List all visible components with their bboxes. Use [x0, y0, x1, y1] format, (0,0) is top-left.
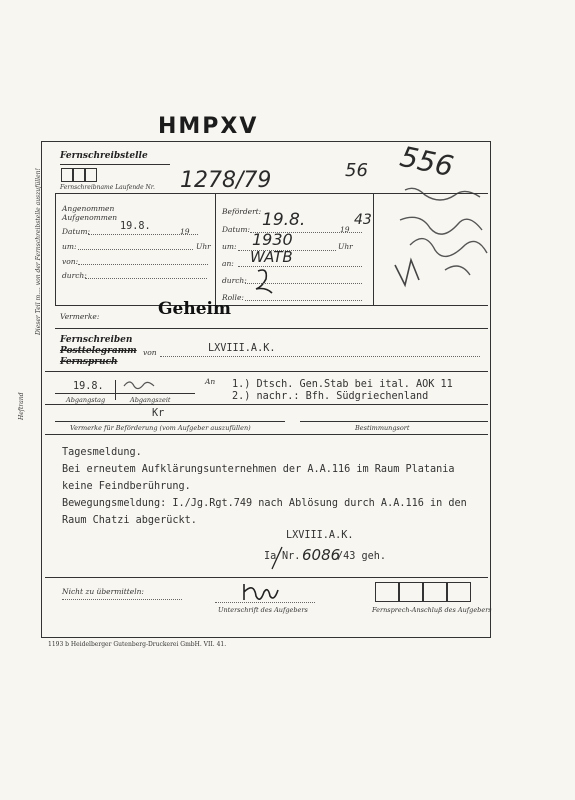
sender-signature: [240, 578, 290, 604]
ref-nr-label: Nr.: [282, 551, 301, 562]
received-label-1: Angenommen: [62, 204, 115, 213]
received-year: 19: [180, 227, 190, 236]
dispatch-remarks-label: Vermerke für Beförderung (vom Aufgeber auszufüllen): [70, 424, 251, 432]
signature-label: Unterschrift des Aufgebers: [218, 606, 308, 614]
remarks-label: Vermerke:: [60, 312, 100, 321]
ref-number: 6086: [302, 546, 341, 564]
side-instruction: Dieser Teil m.... von der Fernschreibstelle auszufüllen!: [35, 168, 42, 335]
received-by-label: durch:: [62, 271, 87, 280]
signature-unit: LXVIII.A.K.: [286, 530, 354, 541]
dispatch-date: 19.8.: [73, 381, 104, 392]
not-transmit-label: Nicht zu übermitteln:: [62, 587, 144, 596]
ref-prefix: Ia: [264, 551, 277, 562]
forwarded-year-prefix: 19: [340, 225, 350, 234]
body-line: Raum Chatzi abgerückt.: [62, 515, 197, 526]
office-label: Fernschreibstelle: [60, 151, 148, 161]
forwarded-date-label: Datum:: [222, 225, 250, 234]
message-type-3: Fernspruch: [60, 357, 118, 367]
printer-imprint: 1193 b Heidelberger Gutenberg-Druckerei GmbH. VII. 41.: [48, 641, 227, 648]
forwarded-by-signature: [250, 265, 280, 297]
destination-label: Bestimmungsort: [355, 424, 410, 432]
forwarded-to-label: an:: [222, 259, 234, 268]
message-type-1: Fernschreiben: [60, 335, 133, 345]
body-line: keine Feindberührung.: [62, 481, 191, 492]
received-label-2: Aufgenommen: [62, 213, 118, 222]
code-label: Fernschreibname Laufende Nr.: [60, 184, 155, 191]
recipient-1: 1.) Dtsch. Gen.Stab bei ital. AOK 11: [232, 379, 453, 390]
forwarded-time: 1930: [252, 230, 293, 249]
kr-marker: Kr: [152, 408, 165, 419]
message-body: [62, 444, 467, 529]
body-line: Bewegungsmeldung: I./Jg.Rgt.749 nach Ablösung durch A.A.116 in den: [62, 498, 467, 509]
forwarded-roll-label: Rolle:: [222, 293, 244, 302]
received-time-label: um:: [62, 242, 77, 251]
from-label: von: [143, 348, 157, 357]
received-time-unit: Uhr: [196, 242, 211, 251]
secret-label: Geheim: [158, 299, 231, 319]
forwarded-label: Befördert:: [222, 207, 262, 216]
phone-label: Fernsprech-Anschluß des Aufgebers: [372, 606, 492, 614]
received-from-label: von:: [62, 257, 79, 266]
forwarded-year: 43: [354, 212, 372, 228]
forwarded-by-label: durch:: [222, 276, 247, 285]
pencil-scribble: 556: [397, 139, 457, 184]
stamp-code: HMPXV: [158, 114, 259, 139]
serial-number: 1278/79: [180, 168, 272, 193]
forwarded-time-unit: Uhr: [338, 242, 353, 251]
received-date-label: Datum:: [62, 227, 90, 236]
received-date: 19.8.: [120, 221, 151, 232]
message-type-2: Posttelegramm: [60, 346, 137, 356]
heftrand-label: Heftrand: [18, 392, 25, 420]
dispatch-date-label: Abgangstag: [66, 396, 106, 404]
forwarded-time-label: um:: [222, 242, 237, 251]
ref-suffix: /43 geh.: [337, 551, 387, 562]
ref-slash: [268, 545, 288, 571]
forwarded-date: 19.8.: [262, 210, 306, 230]
to-label: An: [205, 377, 216, 386]
forwarded-to: WATB: [250, 248, 293, 266]
pencil-number: 56: [345, 160, 368, 181]
body-line: Bei erneutem Aufklärungsunternehmen der A.A.116 im Raum Platania: [62, 464, 455, 475]
sender-unit: LXVIII.A.K.: [208, 343, 276, 354]
body-line: Tagesmeldung.: [62, 447, 142, 458]
recipient-2: 2.) nachr.: Bfh. Südgriechenland: [232, 391, 429, 402]
dispatch-time-scribble: [120, 376, 160, 392]
dispatch-time-label: Abgangszeit: [130, 396, 171, 404]
